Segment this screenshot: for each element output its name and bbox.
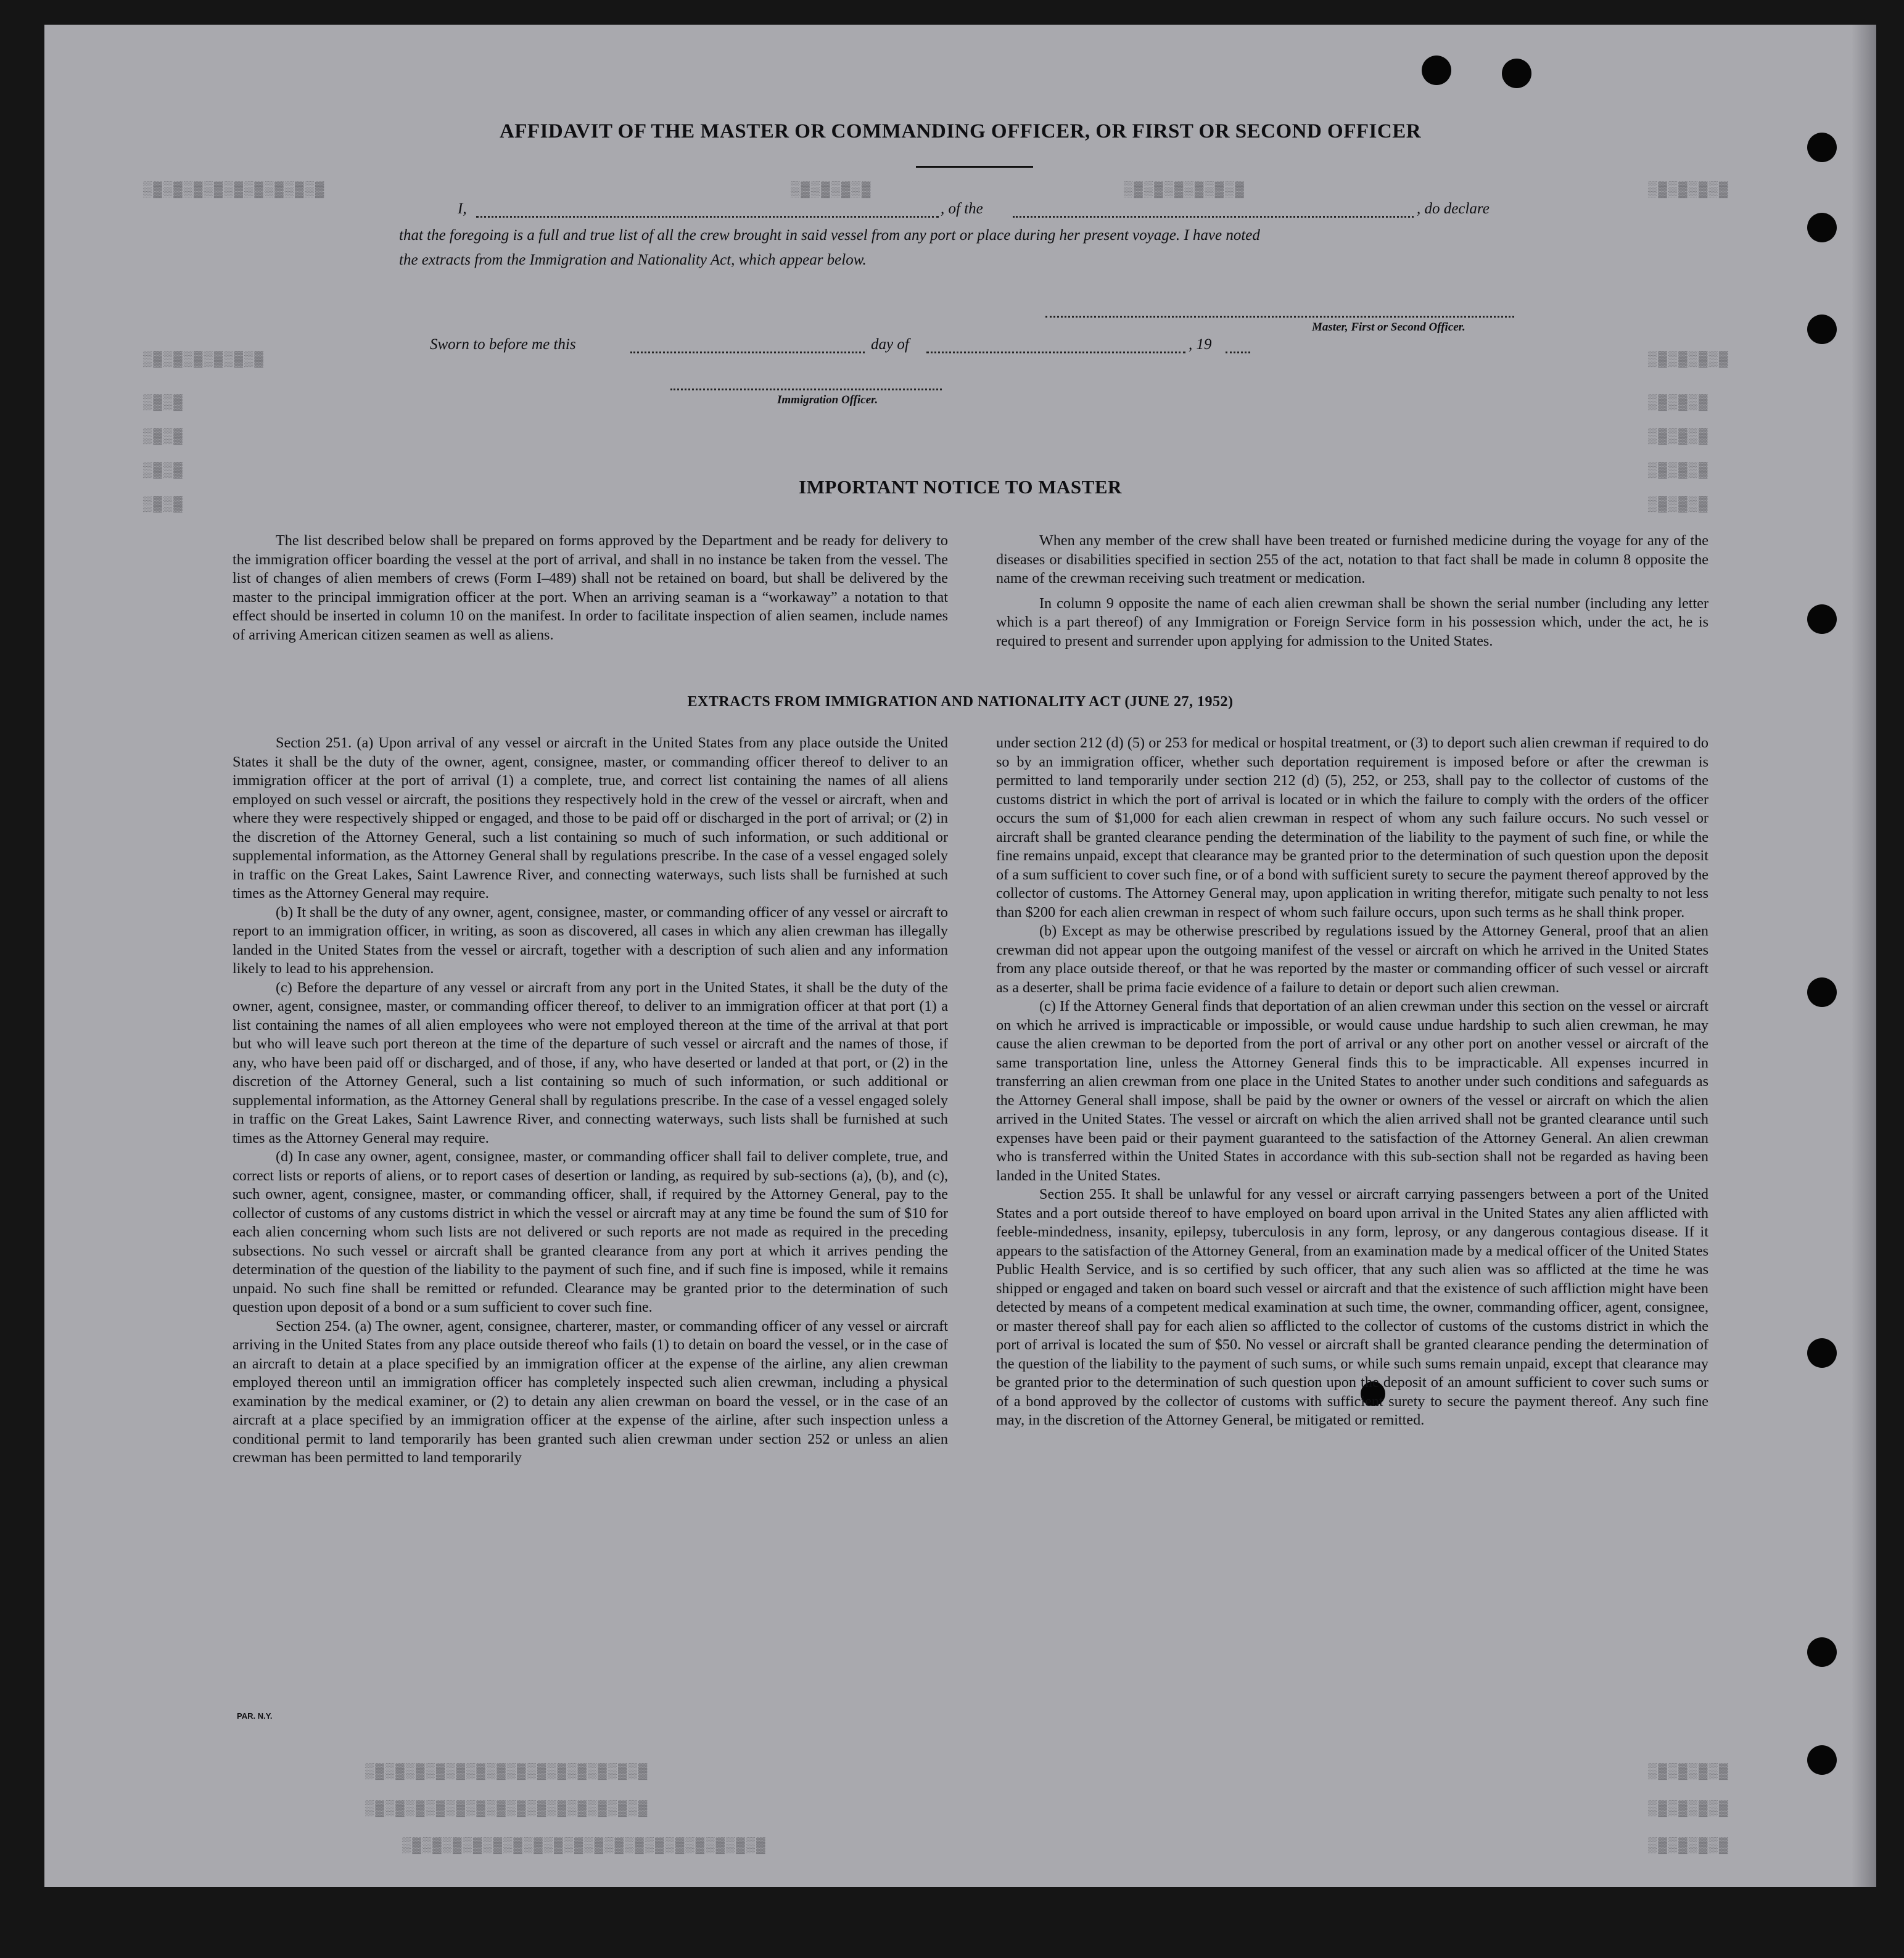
statement-line-2: the extracts from the Immigration and Nationality Act, which appear below. [399, 252, 867, 268]
section-255: Section 255. It shall be unlawful for any vessel or aircraft carrying passengers between a port of the United States and a port outside thereof to have employed on board upon arrival in the United States any alien afflicted with feeble-mindedness, insanity, epilepsy, tuberculosis in any form, leprosy, or any dangerous contagious disease. If it appears to the satisfaction of the Attorney General, from an examination made by a medical officer of the United States Public Health Service, and is so certified by such officer, that any such alien was so afflicted at the time he was shipped or engaged and taken on board such vessel or aircraft and that the existence of such affliction might have been detected by means of a competent medical examination at such time, the owner, commanding officer, agent, consignee, or master thereof shall pay for each alien so afflicted to the collector of customs of the customs district in which the port of arrival is located the sum of $50. No vessel or aircraft shall be granted clearance pending the determination of the question of the liability to the payment of such sums, or while such sums remain unpaid, except that clearance may be granted prior to the determination of such question upon the deposit of an amount sufficient to cover such sums or of a bond approved by the collector of customs with sufficient surety to secure the payment thereof. Any such fine may, in the discretion of the Attorney General, be mitigated or remitted. [996, 1186, 1708, 1428]
officer-signature-label: Immigration Officer. [777, 393, 878, 406]
punch-hole [1807, 213, 1837, 242]
bleed-through-text: ▒▓▒▓▒▓▒▓ [1648, 1801, 1729, 1817]
notice-left-paragraph: The list described below shall be prepared on forms approved by the Department and be ready for delivery to the immigration officer boarding the vessel at the port of arrival, and shall in no instance be taken from the vessel. The list of changes of alien members of crews (Form I–489) shall not be retained on board, but shall be delivered by the master to the principal immigration officer at the port. When an arriving seaman is a “workaway” a notation to that effect should be inserted in column 10 on the manifest. In order to facilitate inspection of alien seamen, include names of arriving American citizen seamen as well as aliens. [233, 532, 948, 643]
punch-hole [1807, 1338, 1837, 1368]
title-underline [916, 166, 1033, 168]
punch-hole [1807, 604, 1837, 634]
year-label: , 19 [1189, 336, 1212, 353]
i-label: I, [458, 200, 467, 217]
bleed-through-text: ▒▓▒▓▒▓▒▓▒▓▒▓▒▓▒▓▒▓▒▓▒▓▒▓▒▓▒▓ [365, 1801, 649, 1817]
bleed-through-text: ▒▓▒▓▒▓▒▓ [1648, 352, 1729, 368]
notice-right-paragraph-2: In column 9 opposite the name of each alien crewman shall be shown the serial number (including any letter which is a part thereof) of any Immigration or Foreign Service form in his possession which, under the act, he is required to present and surrender upon applying for admission to the United States. [996, 594, 1708, 649]
section-251-c: (c) Before the departure of any vessel or aircraft from any port in the United States, it shall be the duty of the owner, agent, consignee, master, or commanding officer thereof, to deliver to an immigration officer at that port (1) a list containing the names of all alien employees who were not employed thereon at the time of the arrival at that port but who will leave such port thereon at the time of the departure of such vessel or aircraft and the names of those, if any, who have been paid off or discharged, and of those, if any, who have deserted or landed at that port, or (2) in the discretion of the Attorney General, such a list containing so much of such information, or such additional or supplemental information, as the Attorney General shall by regulations prescribe. In the case of a vessel engaged solely in traffic on the Great Lakes, Saint Lawrence River, and connecting waterways, such lists shall be furnished at such times as the Attorney General may require. [233, 979, 948, 1146]
bleed-through-text: ▒▓▒▓▒▓▒▓ [1648, 1838, 1729, 1854]
extracts-right-column [996, 734, 1708, 1430]
bleed-through-text: ▒▓▒▓ [143, 395, 184, 411]
bleed-through-text: ▒▓▒▓▒▓▒▓▒▓▒▓ [143, 352, 265, 368]
notice-right-column [996, 532, 1708, 651]
sworn-day-field [630, 352, 865, 353]
affidavit-title: AFFIDAVIT OF THE MASTER OR COMMANDING OFFICER, OR FIRST OR SECOND OFFICER [499, 120, 1422, 142]
bleed-through-text: ▒▓▒▓▒▓▒▓ [1648, 182, 1729, 199]
section-254-a: Section 254. (a) The owner, agent, consignee, charterer, master, or commanding officer of any vessel or aircraft arriving in the United States from any place outside thereof who fails (1) to detain on board the vessel, or in the case of an aircraft to detain at a place specified by an immigration officer at the expense of the airline, any alien crewman employed thereon until an immigration officer has completely inspected such alien crewman, including a physical examination by the medical examiner, or (2) to detain any alien crewman on board the vessel, or in the case of an aircraft at a place specified by an immigration officer at the expense of the airline, after such inspection unless a conditional permit to land temporarily has been granted such alien crewman under section 252 or unless an alien crewman has been permitted to land temporarily [233, 1317, 948, 1466]
section-251-a: Section 251. (a) Upon arrival of any vessel or aircraft in the United States from any place outside the United States it shall be the duty of the owner, agent, consignee, master, or commanding officer thereof to deliver to an immigration officer at the port of arrival (1) a complete, true, and correct list containing the names of all aliens employed on such vessel or aircraft, the positions they respectively hold in the crew of the vessel or aircraft, when and where they were respectively shipped or engaged, and those to be paid off or discharged in the port of arrival; or (2) in the discretion of the Attorney General, such a list containing so much of such information, or such additional or supplemental information, as the Attorney General shall by regulations prescribe. In the case of a vessel engaged solely in traffic on the Great Lakes, Saint Lawrence River, and connecting waterways, such lists shall be furnished at such times as the Attorney General may require. [233, 734, 948, 902]
name-field [476, 216, 939, 218]
bleed-through-text: ▒▓▒▓▒▓▒▓▒▓▒▓▒▓▒▓▒▓▒▓▒▓▒▓▒▓▒▓▒▓▒▓▒▓▒▓ [402, 1838, 767, 1854]
extracts-title: EXTRACTS FROM IMMIGRATION AND NATIONALITY ACT (JUNE 27, 1952) [687, 694, 1234, 710]
section-251-d: (d) In case any owner, agent, consignee, master, or commanding officer shall fail to deliver complete, true, and correct lists or reports of aliens, or to report cases of desertion or landing, as required by sub-sections (a), (b), and (c), such owner, agent, consignee, master, or commanding officer, shall, if required by the Attorney General, pay to the collector of customs of any customs district in which the vessel or aircraft may at any time be found the sum of $10 for each alien concerning whom such lists are not delivered or such reports are not made as required in the preceding subsections. No such vessel or aircraft shall be granted clearance from any port at which it arrives pending the determination of the question of the liability to the payment of such fine, and if such fine is imposed, while it remains unpaid. No such fine shall be remitted or refunded. Clearance may be granted prior to the determination of such question upon deposit of a bond or a sum sufficient to cover such fine. [233, 1148, 948, 1315]
bleed-through-text: ▒▓▒▓▒▓ [1648, 463, 1709, 479]
master-signature-label: Master, First or Second Officer. [1312, 321, 1465, 334]
bleed-through-text: ▒▓▒▓ [143, 496, 184, 513]
section-251-b: (b) It shall be the duty of any owner, agent, consignee, master, or commanding officer of any vessel or aircraft to report to an immigration officer, in writing, as soon as discovered, all cases in which any alien crewman has illegally landed in the United States from the vessel or aircraft, together with a description of such alien and any information likely to lead to his apprehension. [233, 903, 948, 977]
punch-hole [1807, 1637, 1837, 1667]
master-signature-line [1045, 316, 1514, 318]
sworn-month-field [926, 352, 1185, 353]
declare-label: , do declare [1417, 200, 1490, 217]
bleed-through-text: ▒▓▒▓▒▓ [1648, 429, 1709, 445]
bleed-through-text: ▒▓▒▓▒▓▒▓▒▓▒▓▒▓▒▓▒▓ [143, 182, 326, 199]
bleed-through-text: ▒▓▒▓▒▓▒▓▒▓▒▓▒▓▒▓▒▓▒▓▒▓▒▓▒▓▒▓ [365, 1764, 649, 1780]
document-page [44, 25, 1876, 1887]
bleed-through-text: ▒▓▒▓ [143, 463, 184, 479]
section-254-a-continued: under section 212 (d) (5) or 253 for medical or hospital treatment, or (3) to deport such alien crewman if required to do so by an immigration officer, whether such deportation requirement is imposed before or after the crewman is permitted to land temporarily under section 212 (d) (5), 252, or 253, shall pay to the collector of customs of the customs district in which the port of arrival is located or in which the failure to comply with the orders of the officer occurs the sum of $1,000 for each alien crewman in respect of whom any such failure occurs. No such vessel or aircraft shall be granted clearance pending the determination of the liability to the payment of such fine, or while the fine remains unpaid, except that clearance may be granted prior to the determination of such question upon the deposit of a sum sufficient to cover such fine, or of a bond with sufficient surety to secure the payment thereof approved by the collector of customs. The Attorney General may, upon application in writing therefor, mitigate such penalty to not less than $200 for each alien crewman in respect of whom such failure occurs, upon such terms as he shall think proper. [996, 734, 1708, 921]
bleed-through-text: ▒▓▒▓ [143, 429, 184, 445]
bleed-through-text: ▒▓▒▓▒▓ [1648, 496, 1709, 513]
section-254-c: (c) If the Attorney General finds that deportation of an alien crewman under this section on the vessel or aircraft on which he arrived is impracticable or impossible, or would cause undue hardship to such alien crewman, he may cause the alien crewman to be deported from the port of arrival or any other port on another vessel or aircraft of the same transportation line, unless the Attorney General finds this to be impracticable. All expenses incurred in transferring an alien crewman from one place in the United States to another under such conditions and safeguards as the Attorney General shall impose, shall be paid by the owner or owners of the vessel or aircraft on which the alien arrived in the United States. The vessel or aircraft on which the alien arrived shall not be granted clearance until such expenses have been paid or their payment guaranteed to the satisfaction of the Attorney General. An alien crewman who is transferred within the United States in accordance with this sub-section shall not be regarded as having been landed in the United States. [996, 998, 1708, 1184]
notice-right-paragraph-1: When any member of the crew shall have been treated or furnished medicine during the voyage for any of the diseases or disabilities specified in section 255 of the act, notation to that fact shall be made in column 8 opposite the name of the crewman receiving such treatment or medication. [996, 532, 1708, 586]
officer-signature-line [670, 389, 942, 390]
printer-mark: PAR. N.Y. [237, 1711, 273, 1721]
section-254-b: (b) Except as may be otherwise prescribed by regulations issued by the Attorney General, proof that an alien crewman did not appear upon the outgoing manifest of the vessel or aircraft on which he arrived in the United States from any place outside thereof, or that he was reported by the master or commanding officer of such vessel or aircraft as a deserter, shall be prima facie evidence of a failure to detain or deport such alien crewman. [996, 923, 1708, 996]
of-the-label: , of the [941, 200, 983, 217]
day-of-label: day of [871, 336, 909, 353]
page-edge-shadow [1852, 25, 1876, 1887]
statement-line-1: that the foregoing is a full and true list of all the crew brought in said vessel from any port or place during her present voyage. I have noted [399, 227, 1260, 244]
punch-hole [1502, 59, 1531, 88]
notice-left-column [233, 532, 948, 644]
sworn-label: Sworn to before me this [430, 336, 576, 353]
vessel-field [1013, 216, 1414, 218]
punch-hole [1807, 315, 1837, 344]
sworn-year-field [1226, 352, 1250, 353]
bleed-through-text: ▒▓▒▓▒▓ [1648, 395, 1709, 411]
punch-hole [1422, 56, 1451, 85]
notice-title: IMPORTANT NOTICE TO MASTER [799, 476, 1122, 498]
bleed-through-text: ▒▓▒▓▒▓▒▓▒▓▒▓ [1124, 182, 1245, 199]
punch-hole [1807, 977, 1837, 1007]
bleed-through-text: ▒▓▒▓▒▓▒▓ [791, 182, 872, 199]
punch-hole [1807, 1745, 1837, 1775]
bleed-through-text: ▒▓▒▓▒▓▒▓ [1648, 1764, 1729, 1780]
extracts-left-column [233, 734, 948, 1468]
